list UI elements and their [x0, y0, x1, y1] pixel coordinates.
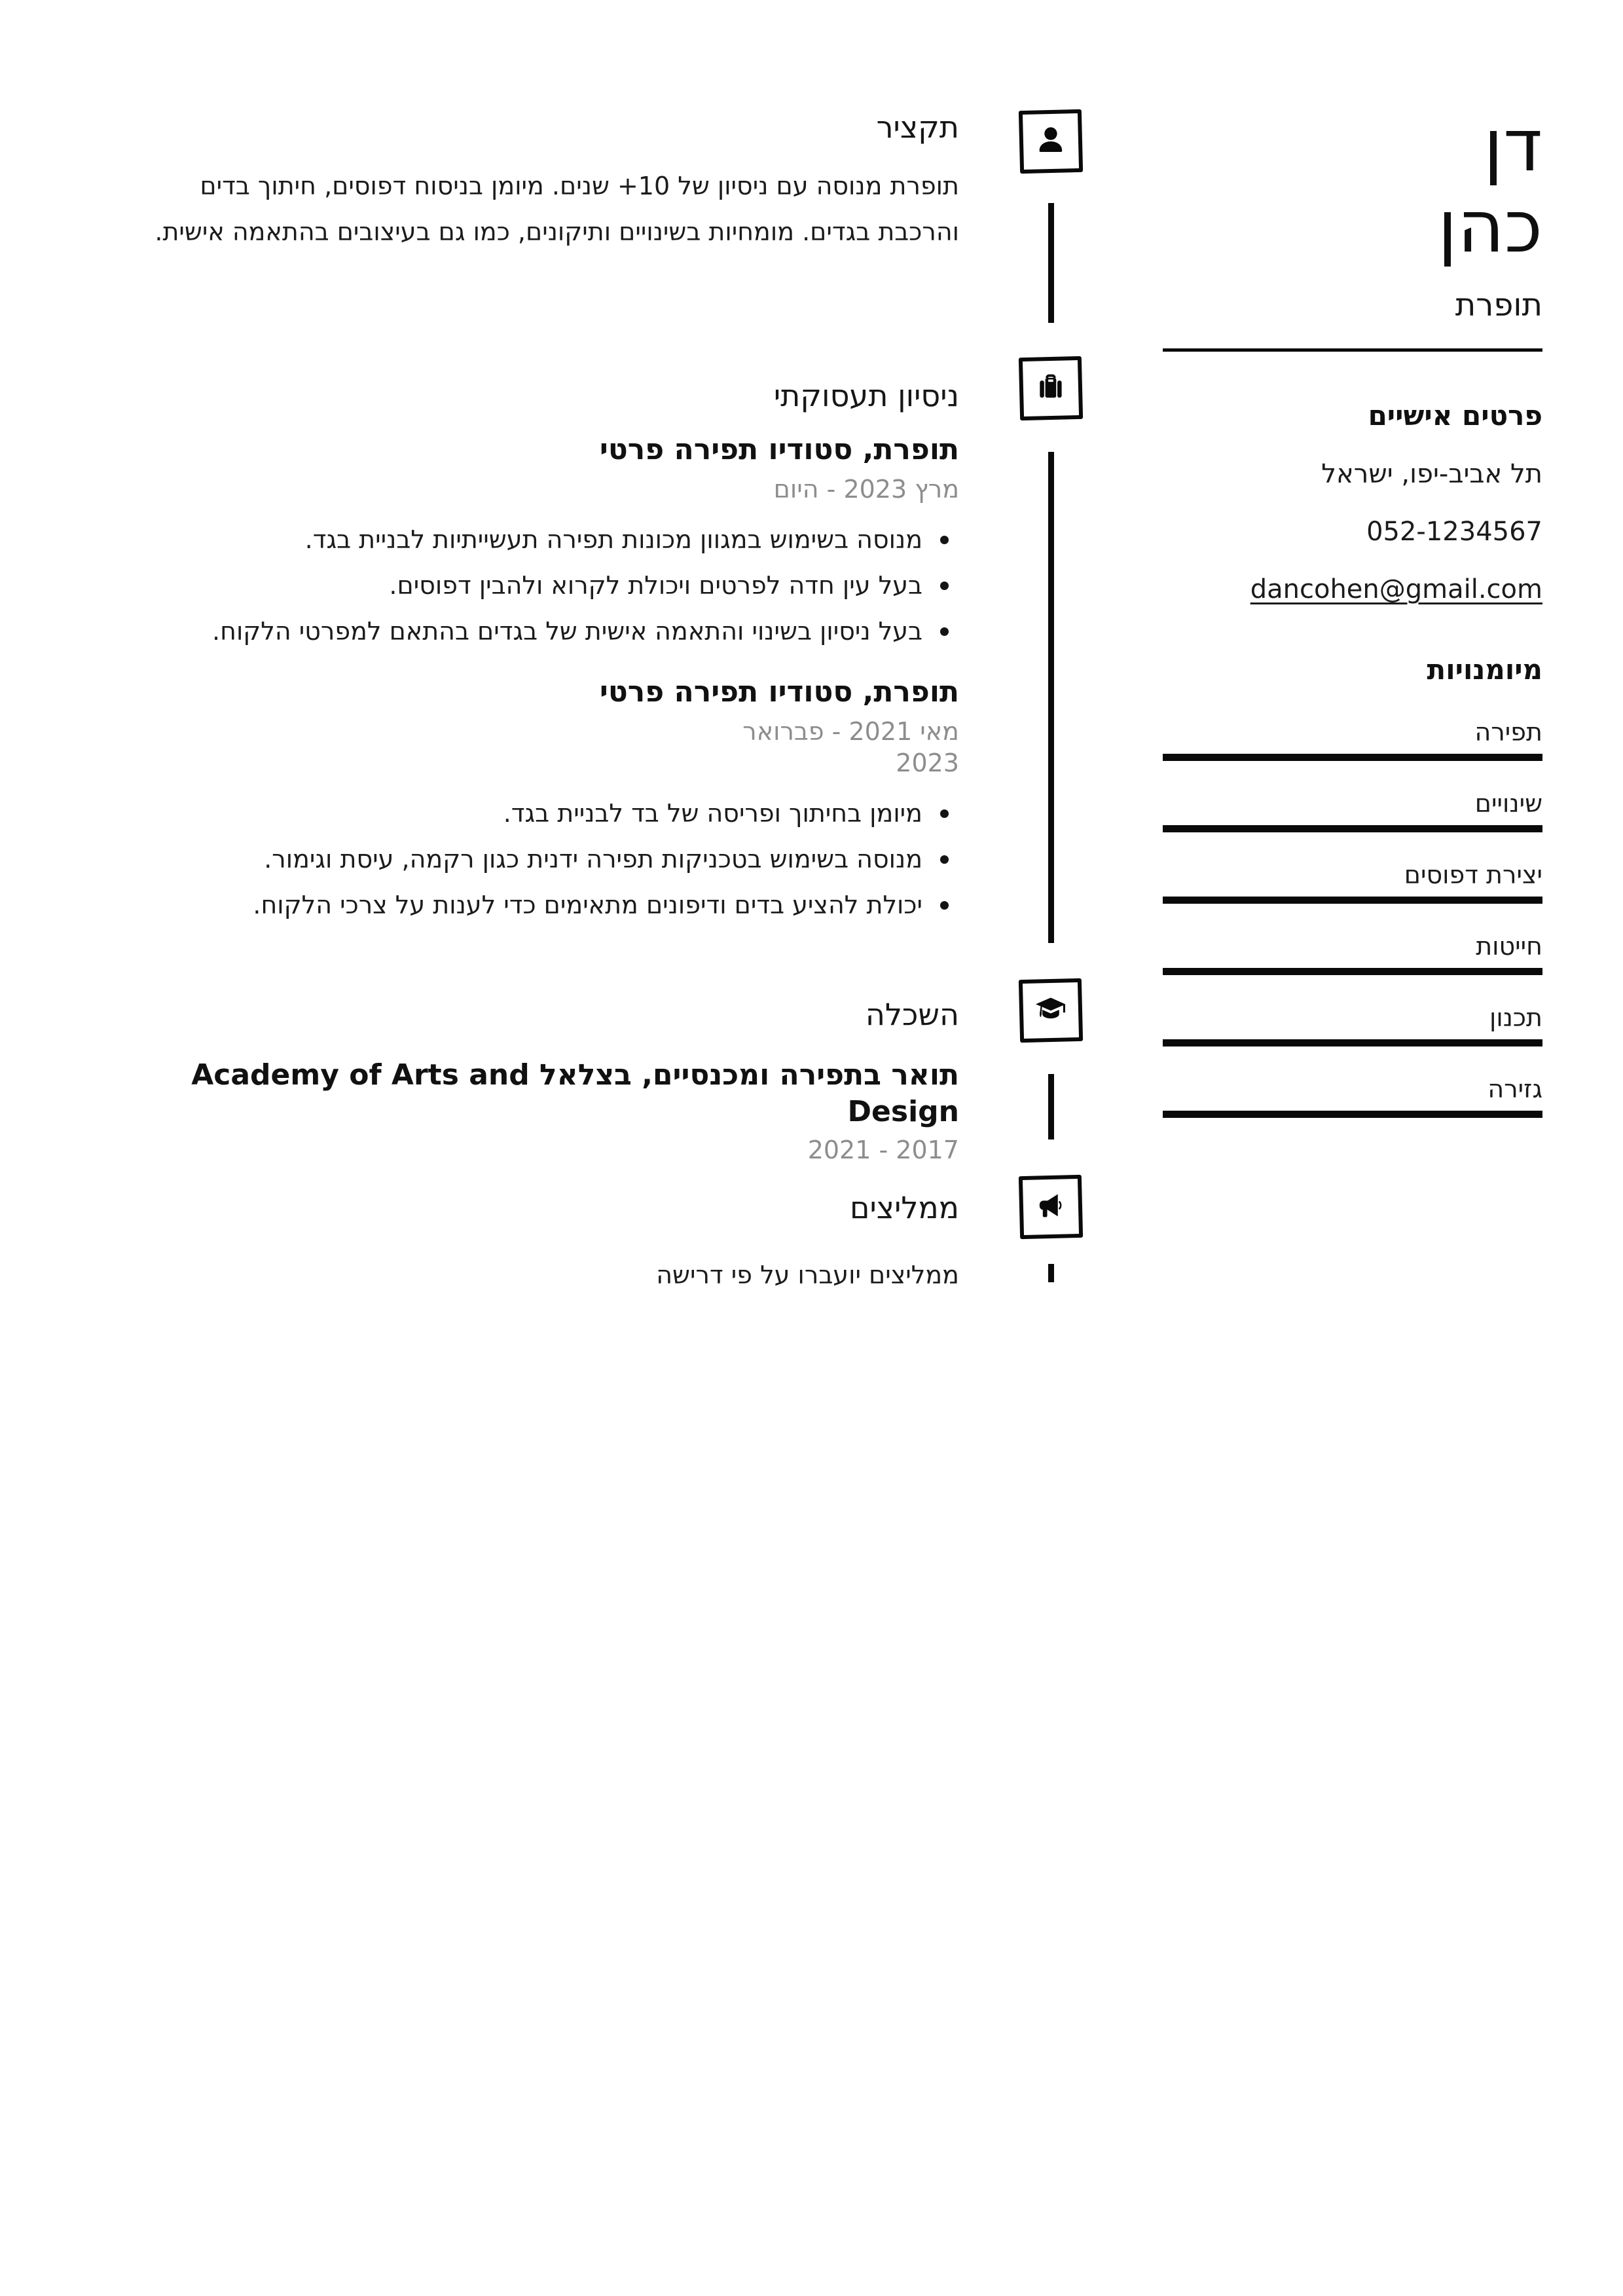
skill-item: [1163, 1003, 1542, 1046]
job-bullet: מיומן בחיתוך ופריסה של בד לבניית בגד.: [118, 790, 959, 836]
job-bullet: בעל עין חדה לפרטים ויכולת לקרוא ולהבין דפוסים.: [118, 563, 959, 608]
job-bullet: יכולת להציע בדים ודיפונים מתאימים כדי לענות על צרכי הלקוח.: [118, 882, 959, 928]
person-icon: [1032, 122, 1068, 160]
job-bullet: בעל ניסיון בשינוי והתאמה אישית של בגדים בהתאם למפרטי הלקוח.: [118, 608, 959, 654]
skill-bar-track: [1163, 1039, 1542, 1046]
skill-item: [1163, 860, 1542, 904]
references-heading: ממליצים: [849, 1190, 959, 1225]
rail-connector: [1048, 203, 1054, 323]
rail-connector: [1048, 452, 1054, 943]
job-bullet-list: [118, 517, 959, 654]
skill-bar-track: [1163, 1111, 1542, 1118]
experience-icon-box: [1019, 356, 1083, 420]
education-icon-box: [1019, 978, 1083, 1043]
job-dates: מאי 2021 - פברואר 2023: [742, 717, 959, 777]
skill-bar-track: [1163, 897, 1542, 904]
skill-item: [1163, 931, 1542, 975]
megaphone-icon: [1032, 1187, 1068, 1226]
personal-details-heading: פרטים אישיים: [1368, 399, 1542, 432]
skill-bar-track: [1163, 825, 1542, 832]
education-dates: 2017 - 2021: [807, 1136, 959, 1164]
skill-item: [1163, 1074, 1542, 1118]
skill-bar: [1163, 968, 1542, 975]
job-bullet-list: [118, 790, 959, 928]
skill-label: חייטות: [1476, 932, 1542, 961]
experience-heading: ניסיון תעסוקתי: [773, 378, 959, 413]
skill-bar: [1163, 825, 1542, 832]
candidate-job-title: תופרת: [1455, 287, 1542, 324]
summary-section: [118, 108, 959, 255]
job-bullet: מנוסה בשימוש בטכניקות תפירה ידנית כגון רקמה, עיסת וגימור.: [118, 836, 959, 882]
skill-bar-track: [1163, 968, 1542, 975]
skill-item: [1163, 717, 1542, 761]
job-title: תופרת, סטודיו תפירה פרטי: [599, 433, 959, 466]
experience-section: [118, 377, 959, 928]
skill-label: תכנון: [1489, 1003, 1542, 1032]
job-bullet: מנוסה בשימוש במגוון מכונות תפירה תעשייתיות לבניית בגד.: [118, 517, 959, 563]
skill-item: [1163, 788, 1542, 832]
rail-connector: [1048, 1074, 1054, 1139]
skill-list: [1163, 717, 1542, 1118]
sidebar: [1163, 0, 1542, 1145]
graduation-cap-icon: [1032, 991, 1068, 1029]
briefcase-icon: [1032, 369, 1068, 407]
skill-label: תפירה: [1474, 718, 1542, 747]
name-line: כהן: [1437, 185, 1542, 268]
education-heading: השכלה: [865, 997, 959, 1032]
job-list: [118, 432, 959, 928]
job-entry: [118, 674, 959, 928]
references-section: [118, 1189, 959, 1320]
summary-heading: תקציר: [876, 109, 959, 145]
header-divider: [1163, 348, 1542, 352]
skill-label: שינויים: [1474, 789, 1542, 818]
skill-bar-track: [1163, 754, 1542, 761]
education-degree: תואר בתפירה ומכנסיים, בצלאל Academy of Arts and Design: [191, 1058, 959, 1128]
skill-bar: [1163, 1111, 1542, 1118]
email-link[interactable]: dancohen@gmail.com: [1250, 574, 1542, 604]
job-dates: מרץ 2023 - היום: [773, 475, 959, 504]
references-icon-box: [1019, 1175, 1083, 1239]
skill-label: גזירה: [1487, 1075, 1542, 1103]
phone-text: 052-1234567: [1366, 517, 1542, 547]
references-text: ממליצים יועברו על פי דרישה: [656, 1261, 959, 1289]
summary-text: תופרת מנוסה עם ניסיון של 10+ שנים. מיומן בניסוח דפוסים, חיתוך בדים והרכבת בגדים. מומחיות בשינויים ותיקונים, כמו גם בעיצובים בהתאמה אישית.: [155, 172, 959, 246]
location-text: תל אביב-יפו, ישראל: [1321, 459, 1542, 489]
skill-label: יצירת דפוסים: [1404, 861, 1542, 889]
skill-bar: [1163, 754, 1542, 761]
education-section: [118, 995, 959, 1166]
skill-bar: [1163, 1039, 1542, 1046]
skill-bar: [1163, 897, 1542, 904]
summary-icon-box: [1019, 109, 1083, 174]
job-entry: [118, 432, 959, 654]
email-row: [1163, 573, 1542, 606]
rail-connector: [1048, 1264, 1054, 1282]
skills-heading: מיומנויות: [1427, 654, 1542, 686]
name-line: דן: [1483, 103, 1542, 187]
job-title: תופרת, סטודיו תפירה פרטי: [599, 675, 959, 709]
candidate-name: [1163, 105, 1542, 267]
